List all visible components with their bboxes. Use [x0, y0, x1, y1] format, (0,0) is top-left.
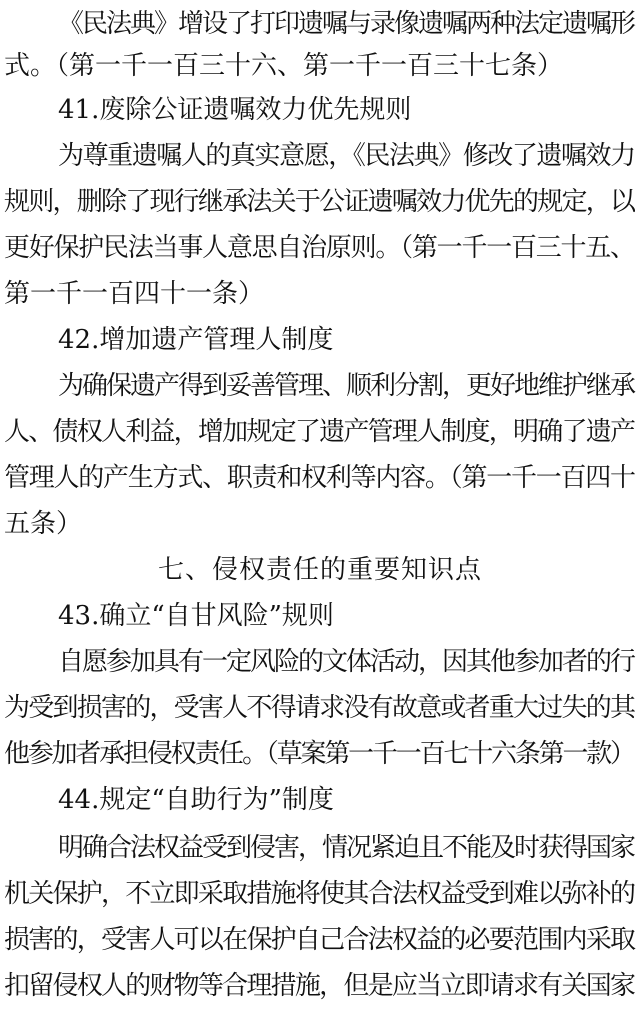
paragraph-line: 为受到损害的，受害人不得请求没有故意或者重大过失的其 [4, 693, 635, 723]
item-heading-42: 42.增加遗产管理人制度 [58, 325, 334, 355]
paragraph-line: 更好保护民法当事人意思自治原则。（第一千一百三十五、 [4, 233, 635, 263]
paragraph-line: 人、债权人利益，增加规定了遗产管理人制度，明确了遗产 [4, 417, 635, 447]
paragraph-line: 机关保护，不立即采取措施将使其合法权益受到难以弥补的 [4, 879, 635, 909]
item-heading-44: 44.规定“自助行为”制度 [58, 785, 334, 815]
section-title: 七、侵权责任的重要知识点 [157, 555, 482, 585]
paragraph-line: 他参加者承担侵权责任。（草案第一千一百七十六条第一款） [4, 739, 634, 769]
paragraph-line: 管理人的产生方式、职责和权利等内容。（第一千一百四十 [4, 463, 635, 493]
paragraph-line: 自愿参加具有一定风险的文体活动，因其他参加者的行 [58, 647, 635, 677]
paragraph-line: 明确合法权益受到侵害，情况紧迫且不能及时获得国家 [58, 833, 635, 863]
paragraph-line: 式。（第一千一百三十六、第一千一百三十七条） [4, 51, 564, 81]
paragraph-line: 《民法典》增设了打印遗嘱与录像遗嘱两种法定遗嘱形 [58, 9, 635, 39]
paragraph-line: 扣留侵权人的财物等合理措施，但是应当立即请求有关国家 [4, 971, 635, 1001]
paragraph-line: 五条） [4, 509, 83, 539]
paragraph-line: 为确保遗产得到妥善管理、顺利分割，更好地维护继承 [58, 371, 635, 401]
paragraph-line: 为尊重遗嘱人的真实意愿，《民法典》修改了遗嘱效力 [58, 141, 635, 171]
item-heading-43: 43.确立“自甘风险”规则 [58, 601, 334, 631]
paragraph-line: 第一千一百四十一条） [4, 279, 265, 309]
item-heading-41: 41.废除公证遗嘱效力优先规则 [58, 95, 412, 125]
paragraph-line: 损害的，受害人可以在保护自己合法权益的必要范围内采取 [4, 925, 635, 955]
paragraph-line: 规则，删除了现行继承法关于公证遗嘱效力优先的规定，以 [4, 187, 635, 217]
